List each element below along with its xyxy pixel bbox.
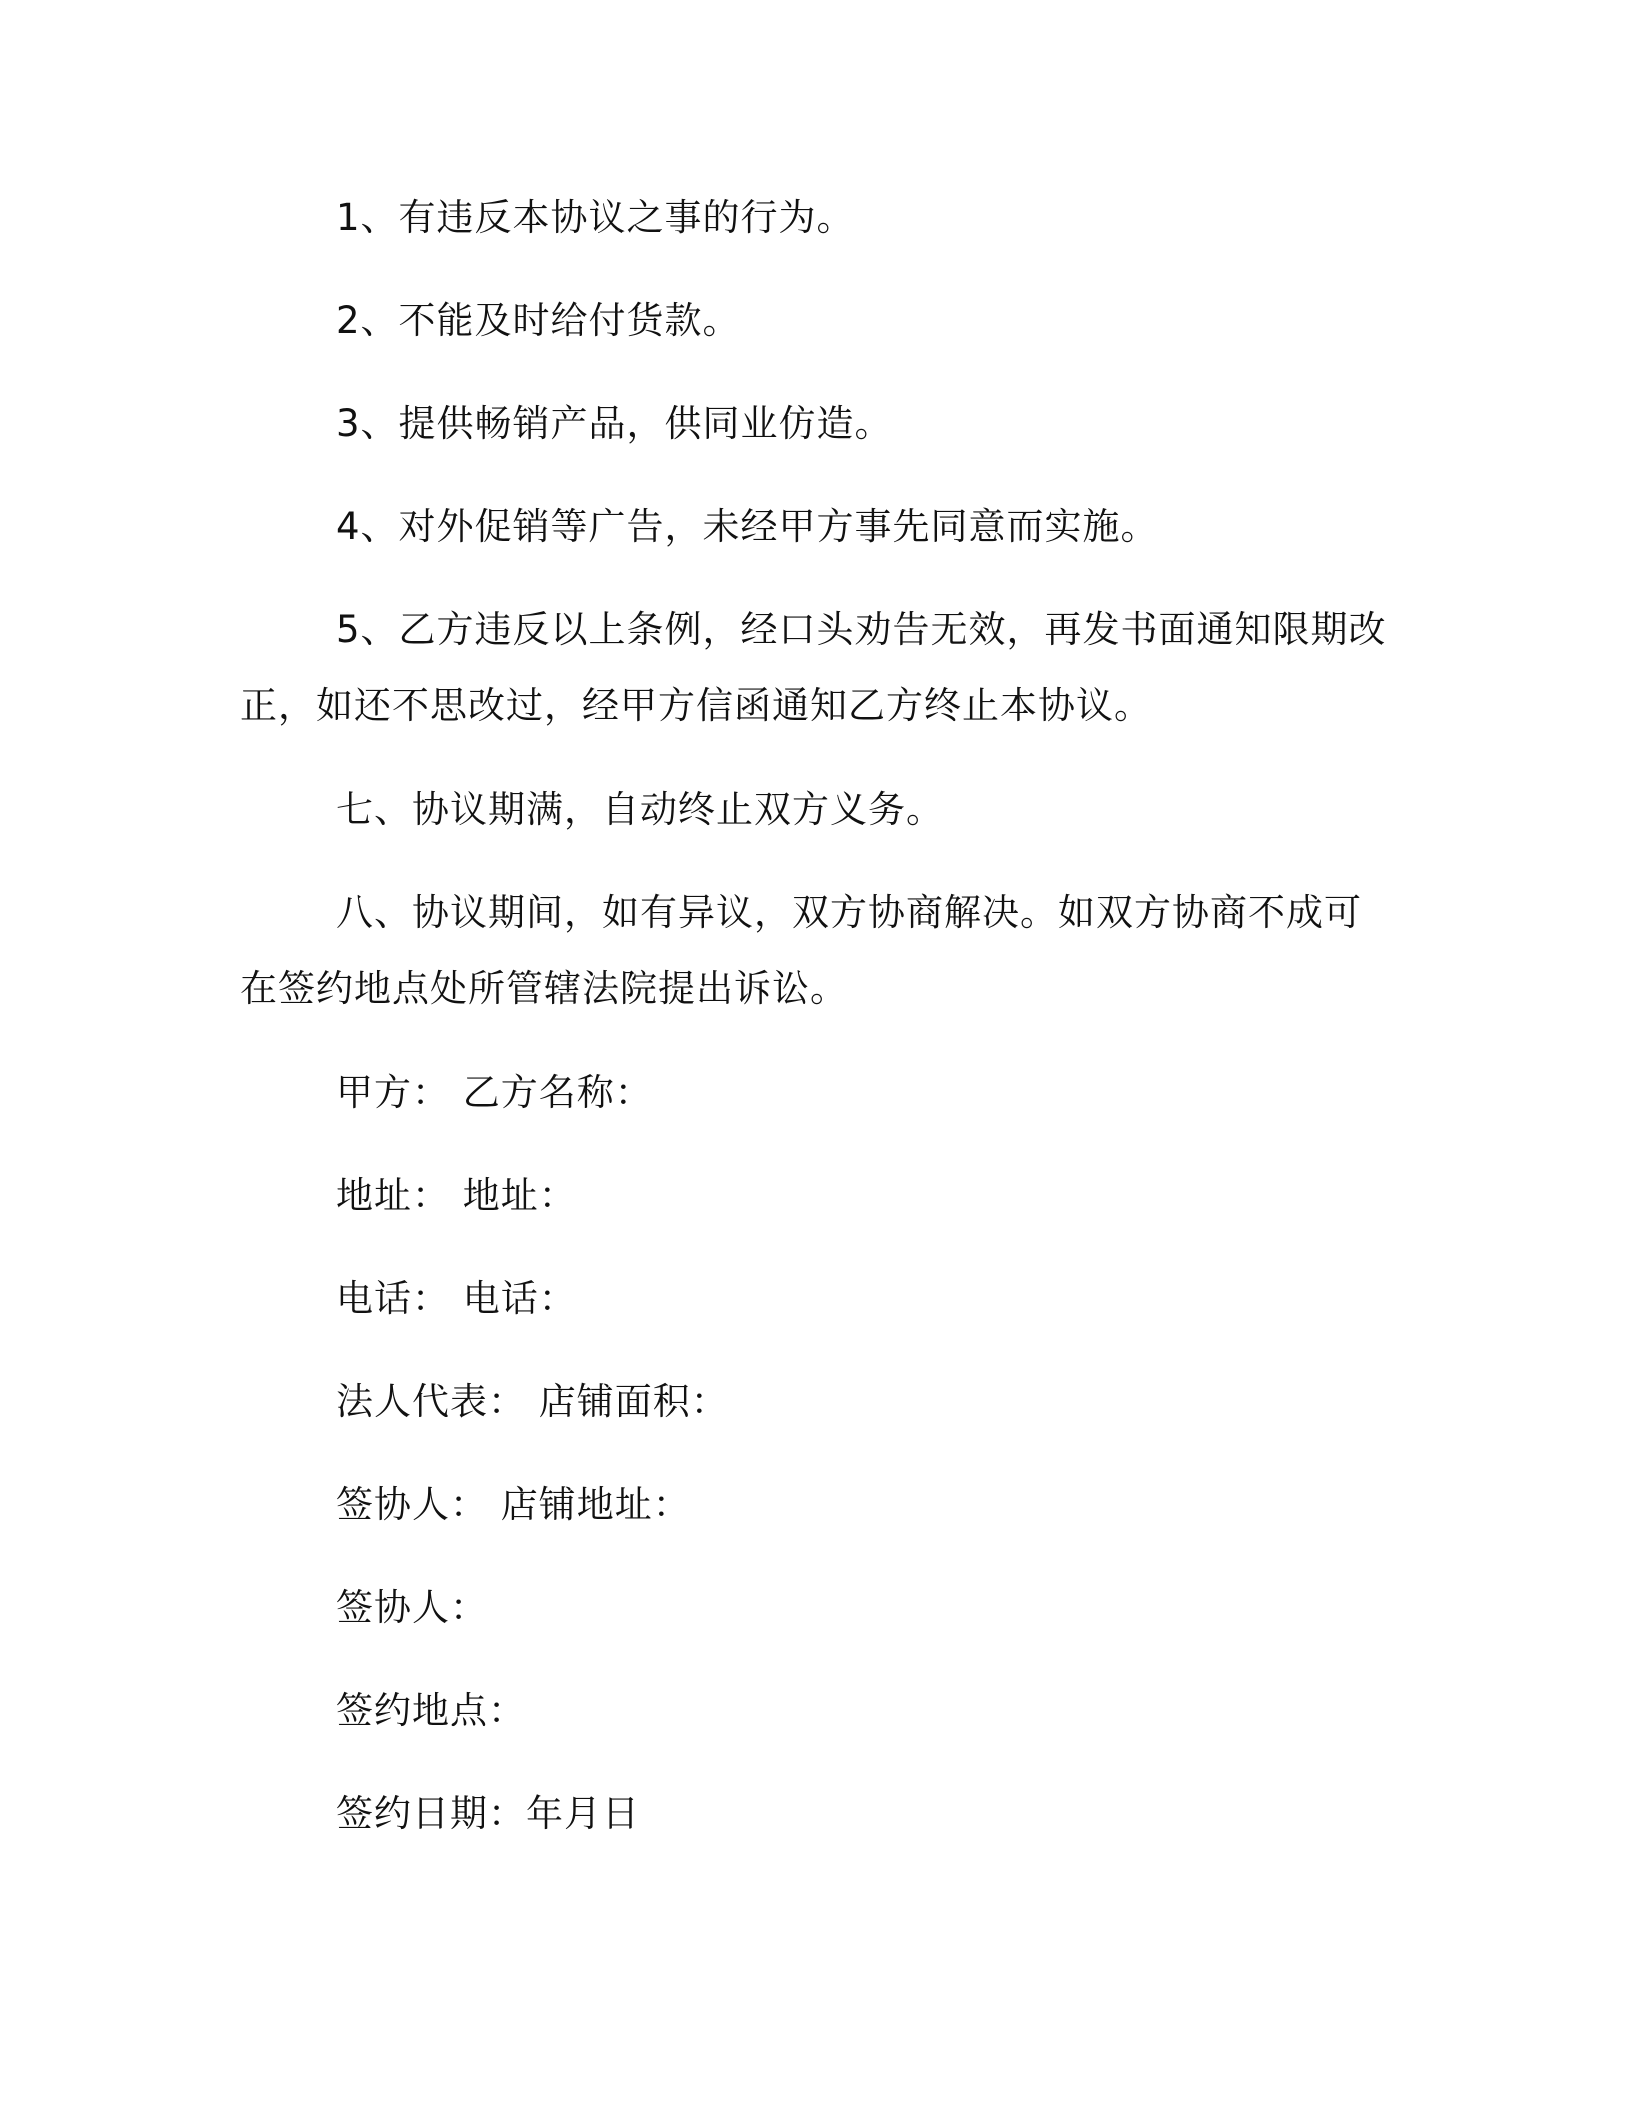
clause-5: 5、乙方违反以上条例，经口头劝告无效，再发书面通知限期改正，如还不思改过，经甲方信函通知乙方终止本协议。 — [240, 608, 1387, 727]
signature-field-signer: 签协人： 店铺地址： — [336, 1483, 691, 1526]
clause-4: 4、对外促销等广告，未经甲方事先同意而实施。 — [336, 505, 1159, 548]
clause-3: 3、提供畅销产品，供同业仿造。 — [336, 402, 893, 445]
signature-field-address: 地址： 地址： — [336, 1174, 577, 1217]
signature-field-party-a: 甲方： 乙方名称： — [336, 1071, 653, 1114]
signature-field-location: 签约地点： — [336, 1689, 526, 1732]
article-7: 七、协议期满，自动终止双方义务。 — [336, 788, 944, 831]
signature-field-phone: 电话： 电话： — [336, 1277, 577, 1320]
signature-field-signer-2: 签协人： — [336, 1586, 488, 1629]
signature-field-date: 签约日期：年月日 — [336, 1792, 640, 1835]
clause-1: 1、有违反本协议之事的行为。 — [336, 196, 855, 239]
signature-field-legal-rep: 法人代表： 店铺面积： — [336, 1380, 729, 1423]
article-8: 八、协议期间，如有异议，双方协商解决。如双方协商不成可在签约地点处所管辖法院提出诉讼。 — [240, 891, 1362, 1010]
clause-2: 2、不能及时给付货款。 — [336, 299, 741, 342]
